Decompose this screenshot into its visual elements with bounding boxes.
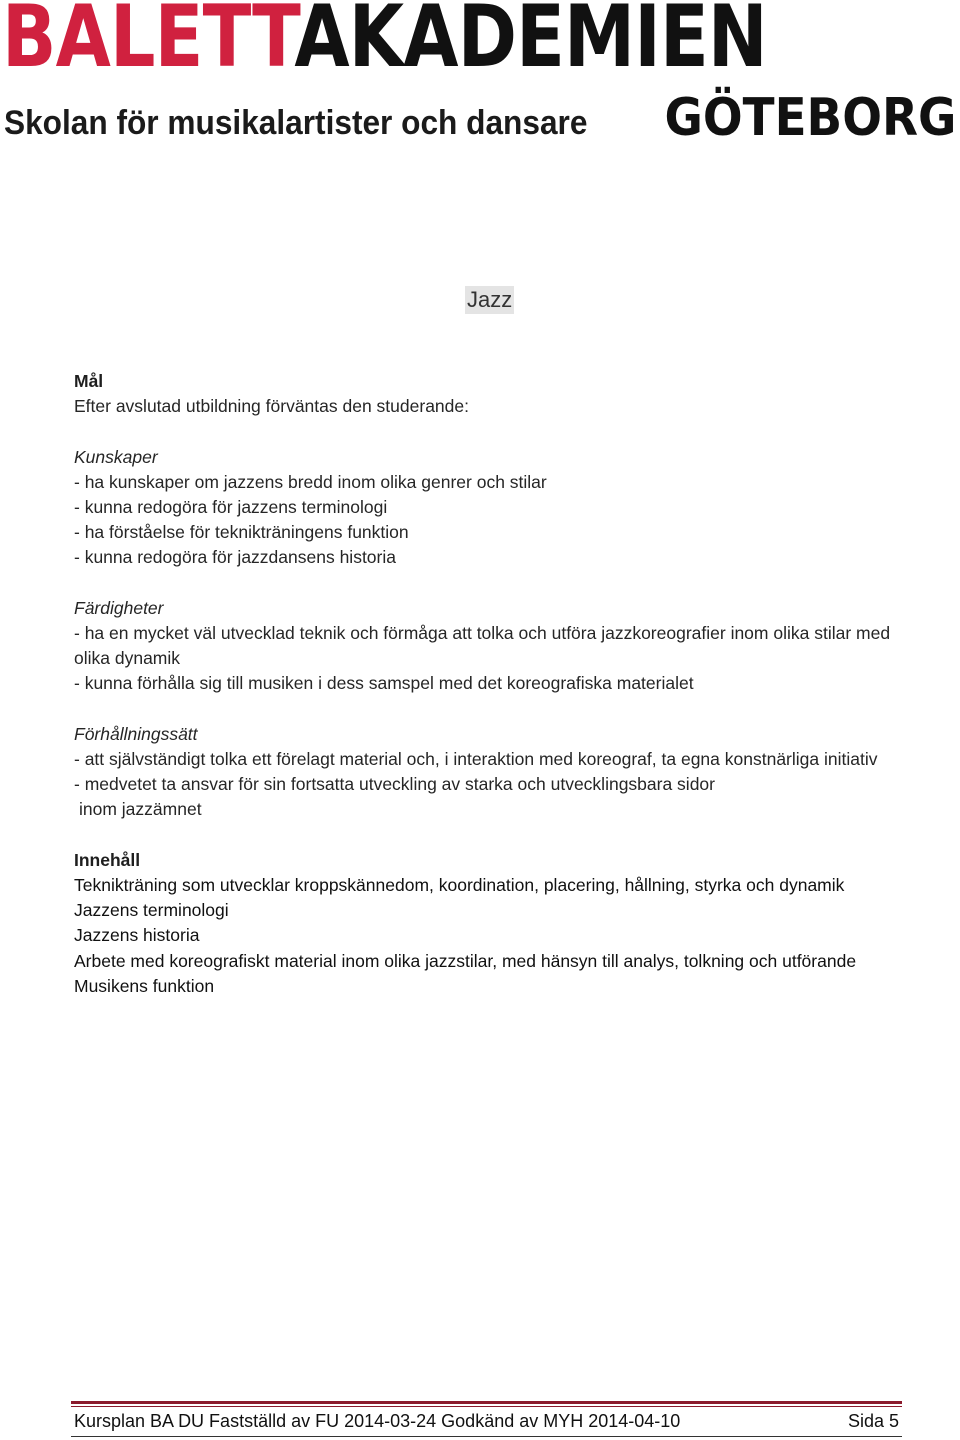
logo-city: GÖTEBORG <box>663 88 956 148</box>
knowledge-heading: Kunskaper <box>74 446 158 467</box>
footer-course-info: Kursplan BA DU Fastställd av FU 2014-03-24 Godkänd av MYH 2014-04-10 <box>74 1411 681 1431</box>
knowledge-item: - ha förståelse för teknikträningens funktion <box>74 522 409 543</box>
content-item: Arbete med koreografiskt material inom olika jazzstilar, med hänsyn till analys, tolkning och utförande <box>74 950 857 971</box>
footer-page-number: Sida 5 <box>847 1411 899 1431</box>
content-item: Teknikträning som utvecklar kroppskännedom, koordination, placering, hållning, styrka och dynamik <box>74 875 845 895</box>
skills-item: - ha en mycket väl utvecklad teknik och förmåga att tolka och utföra jazzkoreografier inom olika stilar med olika dynamik <box>74 623 891 669</box>
skills-heading: Färdigheter <box>74 597 164 618</box>
logo-part-red: BALETT <box>2 0 295 87</box>
content-heading: Innehåll <box>74 849 141 870</box>
goals-intro: Efter avslutad utbildning förväntas den studerande: <box>74 396 469 417</box>
footer-rule-thick <box>71 1401 902 1404</box>
content-item: Jazzens terminologi <box>74 900 229 921</box>
approach-heading: Förhållningssätt <box>74 723 198 744</box>
knowledge-item: - kunna redogöra för jazzdansens historia <box>74 547 396 568</box>
skills-item: - kunna förhålla sig till musiken i dess samspel med det koreografiska materialet <box>74 673 694 694</box>
approach-item: - medvetet ta ansvar för sin fortsatta utveckling av starka och utvecklingsbara sidor <box>74 774 715 795</box>
content-item: Musikens funktion <box>74 975 215 996</box>
document-body <box>74 369 914 999</box>
footer-rule-bottom <box>71 1436 902 1437</box>
approach-item: inom jazzämnet <box>79 799 202 820</box>
logo-part-black: AKADEMIEN <box>294 0 767 87</box>
page-header <box>0 0 960 150</box>
document-title: Jazz <box>467 287 513 312</box>
knowledge-item: - kunna redogöra för jazzens terminologi <box>74 497 388 517</box>
content-item: Jazzens historia <box>74 925 200 946</box>
footer-rule-thin <box>71 1406 902 1407</box>
knowledge-item: - ha kunskaper om jazzens bredd inom olika genrer och stilar <box>74 471 547 492</box>
school-tagline: Skolan för musikalartister och dansare <box>4 104 588 142</box>
approach-item: - att självständigt tolka ett förelagt material och, i interaktion med koreograf, ta egna konstnärliga initiativ <box>74 749 878 769</box>
goals-heading: Mål <box>74 371 104 391</box>
logo-wordmark <box>2 0 767 87</box>
